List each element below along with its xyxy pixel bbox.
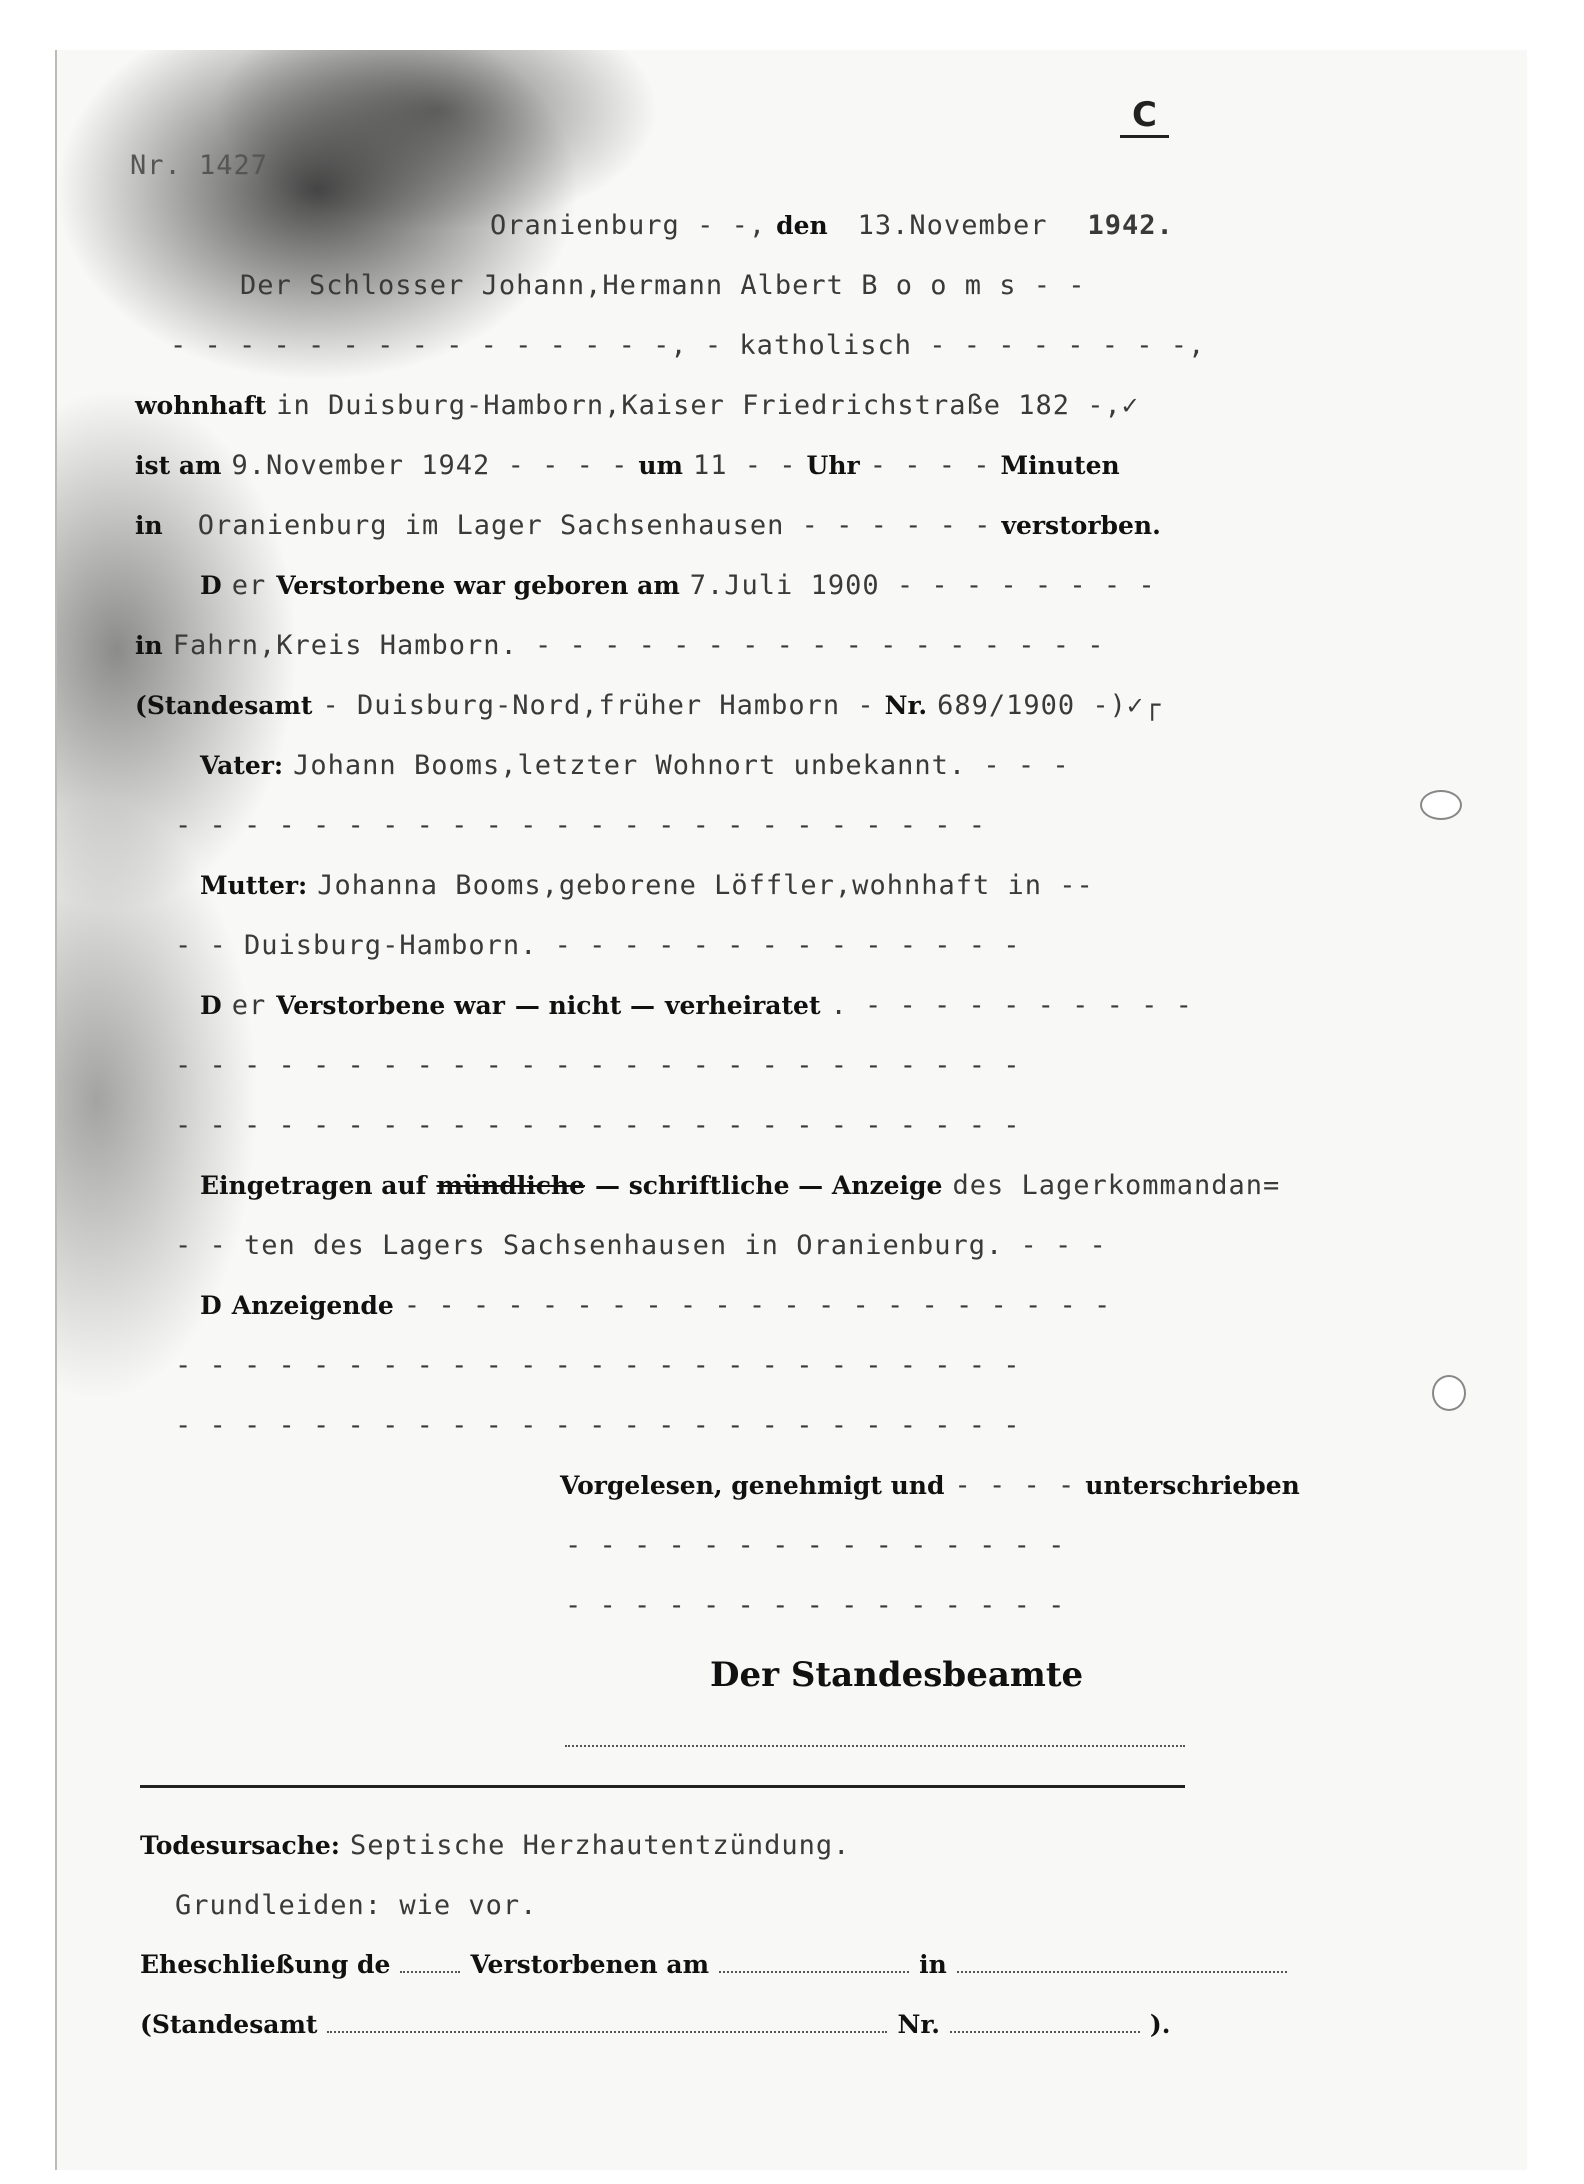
mother-continuation (175, 930, 1021, 961)
record-number: Nr. 1427 (130, 150, 269, 181)
label-muendliche: mündliche (436, 1171, 586, 1200)
birth-date: 7.Juli 1900 - - - - - - - - (689, 570, 1156, 601)
d-suffix: er (231, 990, 267, 1021)
birth-place-line (135, 630, 1104, 661)
label-in: in (135, 511, 163, 540)
birth-line (200, 570, 1156, 601)
label-eheschliessung: Eheschließung de (140, 1950, 391, 1979)
label-den: den (776, 211, 828, 240)
label-vater: Vater: (200, 751, 284, 780)
informant-line-2 (175, 1350, 1021, 1381)
label-verstorbenen-am: Verstorbenen am (470, 1950, 710, 1979)
punch-hole-upper (1420, 790, 1462, 820)
cause-line (140, 1830, 850, 1861)
registrar-signature-line (565, 1745, 1185, 1747)
marriage-number-dots (950, 2031, 1140, 2033)
approval-line (560, 1470, 1300, 1501)
registry-close: ). (1149, 2010, 1171, 2039)
label-ist-am: ist am (135, 451, 222, 480)
residence-line (135, 390, 1139, 421)
record-date: 13.November (857, 210, 1048, 241)
religion: - - - - - - - - - - - - - - -, - katholisch - - - - - - - -, (170, 330, 1206, 361)
informant-value: - - - - - - - - - - - - - - - - - - - - - (403, 1290, 1112, 1321)
label-nr: Nr. (897, 2010, 940, 2039)
registrar-title: Der Standesbeamte (710, 1655, 1084, 1695)
death-place-line (135, 510, 1161, 541)
informant-dashes-2: - - - - - - - - - - - - - - - - - - - - - - - - - (175, 1350, 1021, 1381)
mother-value: Johanna Booms,geborene Löffler,wohnhaft in -- (317, 870, 1094, 901)
informant-line (200, 1290, 1111, 1321)
d-suffix: er (231, 570, 267, 601)
marital-value: . - - - - - - - - - - (830, 990, 1193, 1021)
label-anzeigende: Anzeigende (231, 1291, 394, 1320)
marriage-registry-line (140, 2010, 1170, 2039)
label-unterschrieben: unterschrieben (1085, 1471, 1300, 1500)
approval-dashes: - - - - (954, 1470, 1076, 1501)
label-eingetragen: Eingetragen auf (200, 1171, 427, 1200)
informant-line-3 (175, 1410, 1021, 1441)
registration-value: des Lagerkommandan= (952, 1170, 1281, 1201)
label-d: D (200, 1291, 222, 1320)
record-year: 1942. (1087, 210, 1174, 241)
marriage-line (140, 1950, 1287, 1979)
informant-dashes-3: - - - - - - - - - - - - - - - - - - - - - - - - - (175, 1410, 1021, 1441)
approval-line-2 (565, 1530, 1065, 1561)
marriage-registry-dots (327, 2031, 887, 2033)
approval-dashes-3: - - - - - - - - - - - - - - - (565, 1590, 1066, 1621)
cause-secondary-line (175, 1890, 537, 1921)
registration-source: - - ten des Lagers Sachsenhausen in Oranienburg. - - - (175, 1230, 1107, 1261)
death-date: 9.November 1942 - - - - (231, 450, 629, 481)
father-value: Johann Booms,letzter Wohnort unbekannt. - - - (293, 750, 1070, 781)
punch-hole-lower (1432, 1375, 1466, 1411)
marital-line-2 (175, 1050, 1021, 1081)
label-verstorbene-war: Verstorbene war (276, 991, 505, 1020)
place-of-record: Oranienburg - -, (490, 210, 767, 241)
label-in: in (135, 631, 163, 660)
label-wohnhaft: wohnhaft (135, 391, 267, 420)
date-line (490, 210, 1174, 241)
cause-secondary: Grundleiden: wie vor. (175, 1890, 538, 1921)
label-d: D (200, 991, 222, 1020)
cause-value: Septische Herzhautentzündung. (350, 1830, 851, 1861)
label-nicht: — nicht — (514, 991, 655, 1020)
marriage-de-dots (400, 1971, 460, 1973)
marital-line-3 (175, 1110, 1021, 1141)
marital-dashes-2: - - - - - - - - - - - - - - - - - - - - - - - - - (175, 1050, 1021, 1081)
person-name: Der Schlosser Johann,Hermann Albert B o o m s - - (240, 270, 1086, 301)
label-vorgelesen: Vorgelesen, genehmigt und (560, 1471, 945, 1500)
birth-registry-number: 689/1900 -)✓┌ (937, 690, 1162, 721)
registration-line (200, 1170, 1280, 1201)
marital-line (200, 990, 1193, 1021)
marriage-place-dots (957, 1971, 1287, 1973)
label-mutter: Mutter: (200, 871, 308, 900)
label-todesursache: Todesursache: (140, 1831, 341, 1860)
father-dashes: - - - - - - - - - - - - - - - - - - - - - - - - (175, 810, 987, 841)
name-line (240, 270, 1086, 301)
divider-rule (140, 1785, 1185, 1788)
label-uhr: Uhr (806, 451, 860, 480)
marital-dashes-3: - - - - - - - - - - - - - - - - - - - - - - - - - (175, 1110, 1021, 1141)
label-d: D (200, 571, 222, 600)
label-standesamt: (Standesamt (140, 2010, 318, 2039)
birth-registry-line (135, 690, 1161, 721)
approval-dashes-2: - - - - - - - - - - - - - - - (565, 1530, 1066, 1561)
death-hour: 11 - - (693, 450, 797, 481)
mother-residence: - - Duisburg-Hamborn. - - - - - - - - - - - - - - (175, 930, 1021, 961)
birth-registry-office: - Duisburg-Nord,früher Hamborn - (322, 690, 875, 721)
label-nr: Nr. (884, 691, 928, 720)
religion-line (170, 330, 1205, 361)
label-minuten: Minuten (1000, 451, 1120, 480)
label-schriftliche: — schriftliche — Anzeige (595, 1171, 943, 1200)
approval-line-3 (565, 1590, 1065, 1621)
label-geboren: Verstorbene war geboren am (276, 571, 680, 600)
father-continuation (175, 810, 986, 841)
mother-line (200, 870, 1094, 901)
label-in: in (919, 1950, 947, 1979)
death-minutes: - - - - (869, 450, 991, 481)
label-um: um (638, 451, 683, 480)
father-line (200, 750, 1070, 781)
birth-place: Fahrn,Kreis Hamborn. - - - - - - - - - - - - - - - - - (172, 630, 1105, 661)
death-place: Oranienburg im Lager Sachsenhausen - - - - - - (197, 510, 992, 541)
label-standesamt: (Standesamt (135, 691, 313, 720)
label-verstorben: verstorben. (1001, 511, 1161, 540)
form-letter-c: C (1120, 95, 1169, 138)
marriage-date-dots (719, 1971, 909, 1973)
residence-value: in Duisburg-Hamborn,Kaiser Friedrichstraße 182 -,✓ (276, 390, 1140, 421)
label-verheiratet: verheiratet (664, 991, 821, 1020)
death-time-line (135, 450, 1120, 481)
registration-continuation (175, 1230, 1107, 1261)
